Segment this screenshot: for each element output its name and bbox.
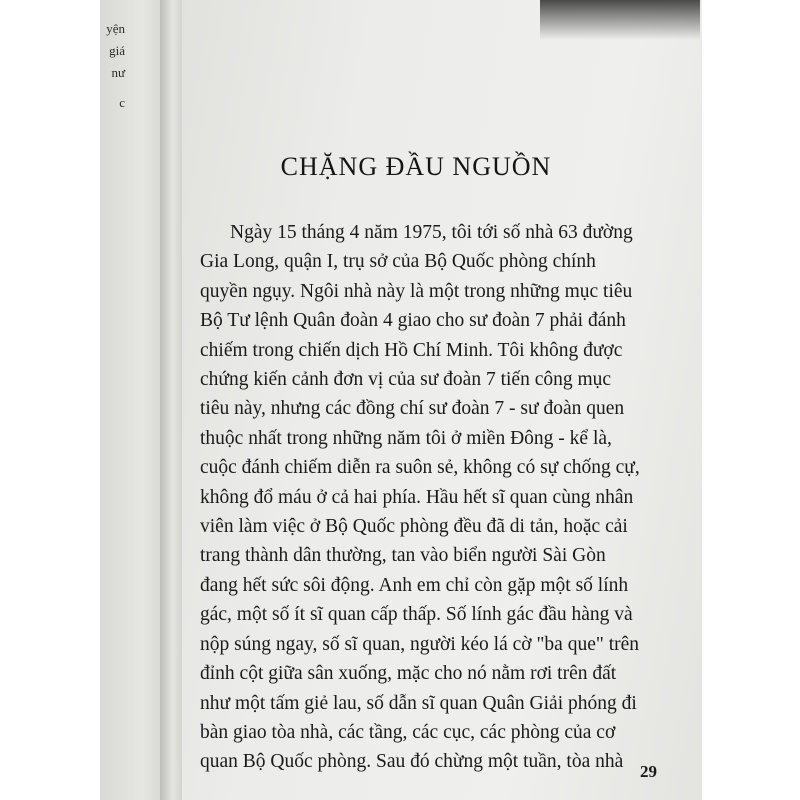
text-line: nộp súng ngay, số sĩ quan, người kéo lá cờ "ba que" trên <box>200 633 640 655</box>
page-number: 29 <box>640 762 657 781</box>
text-line: thuộc nhất trong những năm tôi ở miền Đông - kể là, <box>200 427 612 449</box>
text-line: đang hết sức sôi động. Anh em chỉ còn gặp một số lính <box>200 574 629 596</box>
text-line: tiêu này, nhưng các đồng chí sư đoàn 7 - sư đoàn quen <box>200 398 625 420</box>
text-line: Ngày 15 tháng 4 năm 1975, tôi tới số nhà 63 đường <box>230 222 633 243</box>
text-line: chiếm trong chiến dịch Hồ Chí Minh. Tôi không được <box>200 339 623 361</box>
text-line: Bộ Tư lệnh Quân đoàn 4 giao cho sư đoàn 7 phải đánh <box>200 310 626 332</box>
text-line: gác, một số ít sĩ quan cấp thấp. Số lính gác đầu hàng và <box>200 604 633 626</box>
left-page-text-fragments <box>105 18 125 114</box>
text-line: Gia Long, quận I, trụ sở của Bộ Quốc phòng chính <box>200 251 596 273</box>
text-line: đỉnh cột giữa sân xuống, mặc cho nó nằm rơi trên đất <box>200 663 617 685</box>
text-line: quan Bộ Quốc phòng. Sau đó chừng một tuần, tòa nhà <box>200 751 624 773</box>
chapter-body <box>200 218 668 777</box>
text-line: không đổ máu ở cả hai phía. Hầu hết sĩ quan cùng nhân <box>200 486 634 508</box>
text-line: trang thành dân thường, tan vào biển người Sài Gòn <box>200 545 606 567</box>
page-shadow <box>540 0 700 40</box>
text-line: cuộc đánh chiếm diễn ra suôn sẻ, không có sự chống cự, <box>200 457 640 479</box>
text-line: viên làm việc ở Bộ Quốc phòng đều đã di tản, hoặc cải <box>200 516 628 538</box>
chapter-title: CHẶNG ĐẦU NGUỒN <box>280 152 552 181</box>
text-line: chứng kiến cảnh đơn vị của sư đoàn 7 tiến công mục <box>200 369 612 391</box>
left-fragment: giá <box>109 43 125 58</box>
left-fragment: nư <box>111 65 125 80</box>
left-fragment: c <box>119 95 125 110</box>
text-line: bàn giao tòa nhà, các tầng, các cục, các phòng của cơ <box>200 721 616 743</box>
text-line: quyền ngụy. Ngôi nhà này là một trong những mục tiêu <box>200 280 633 302</box>
left-fragment: yện <box>106 21 125 36</box>
text-line: như một tấm giẻ lau, số dẫn sĩ quan Quân Giải phóng đi <box>200 692 637 714</box>
